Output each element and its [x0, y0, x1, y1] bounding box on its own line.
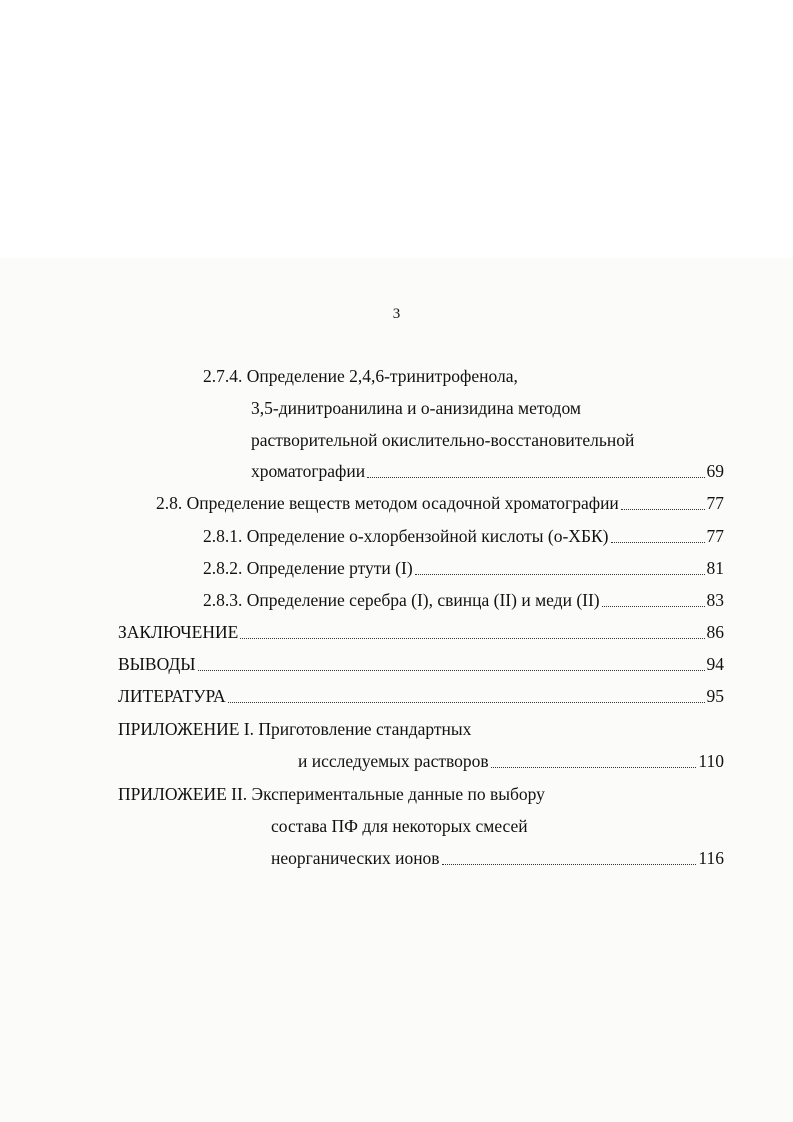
toc-page-number: 69: [706, 461, 724, 481]
toc-entry-2-8-3[interactable]: [203, 588, 724, 612]
dot-leader: [611, 542, 705, 543]
toc-page-number: 94: [706, 654, 724, 674]
page-number: 3: [392, 306, 401, 322]
toc-title: ЗАКЛЮЧЕНИЕ: [118, 622, 239, 642]
toc-title: неорганических ионов: [271, 848, 440, 868]
dot-leader: [415, 574, 705, 575]
toc-title: ВЫВОДЫ: [118, 654, 196, 674]
toc-entry-2-8-2[interactable]: [203, 556, 724, 580]
dot-leader: [621, 509, 705, 510]
toc-page-number: 86: [706, 622, 724, 642]
toc-page-number: 110: [698, 751, 724, 771]
toc-entry-conclusion[interactable]: [118, 620, 724, 644]
toc-page-number: 77: [706, 526, 724, 546]
toc-page-number: 83: [706, 590, 724, 610]
toc-entry-2-7-4-line-4[interactable]: [251, 459, 724, 483]
toc-title: 2.8.2. Определение ртути (I): [203, 558, 413, 578]
toc-title: 2.8.3. Определение серебра (I), свинца (II) и меди (II): [203, 590, 600, 610]
toc-entry-2-7-4-line-1: 2.7.4. Определение 2,4,6-тринитрофенола,: [203, 366, 518, 386]
toc-entry-findings[interactable]: [118, 652, 724, 676]
toc-entry-2-8[interactable]: [156, 491, 724, 515]
dot-leader: [442, 864, 697, 865]
toc-title: 2.8. Определение веществ методом осадочной хроматографии: [156, 493, 619, 513]
toc-entry-appendix-2-line-3[interactable]: [271, 846, 724, 870]
toc-page-number: 77: [706, 493, 724, 513]
toc-entry-appendix-2-line-1: ПРИЛОЖЕИЕ II. Экспериментальные данные по выбору: [118, 784, 545, 804]
dot-leader: [367, 477, 704, 478]
dot-leader: [228, 702, 705, 703]
toc-title: ЛИТЕРАТУРА: [118, 686, 226, 706]
toc-page-number: 116: [698, 848, 724, 868]
dot-leader: [491, 767, 697, 768]
toc-entry-2-8-1[interactable]: [203, 524, 724, 548]
toc-entry-appendix-2-line-2: состава ПФ для некоторых смесей: [271, 816, 528, 836]
toc-entry-literature[interactable]: [118, 684, 724, 708]
toc-entry-appendix-1-line-2[interactable]: [298, 749, 724, 773]
dot-leader: [240, 638, 704, 639]
toc-page-number: 95: [706, 686, 724, 706]
toc-page-number: 81: [706, 558, 724, 578]
toc-entry-appendix-1-line-1: ПРИЛОЖЕНИЕ I. Приготовление стандартных: [118, 719, 472, 739]
toc-entry-2-7-4-line-3: растворительной окислительно-восстановительной: [251, 430, 635, 450]
toc-title: и исследуемых растворов: [298, 751, 489, 771]
dot-leader: [198, 670, 705, 671]
toc-entry-2-7-4-line-2: 3,5-динитроанилина и о-анизидина методом: [251, 398, 581, 418]
toc-title: 2.8.1. Определение о-хлорбензойной кислоты (о-ХБК): [203, 526, 609, 546]
dot-leader: [602, 606, 705, 607]
toc-title: хроматографии: [251, 461, 366, 481]
